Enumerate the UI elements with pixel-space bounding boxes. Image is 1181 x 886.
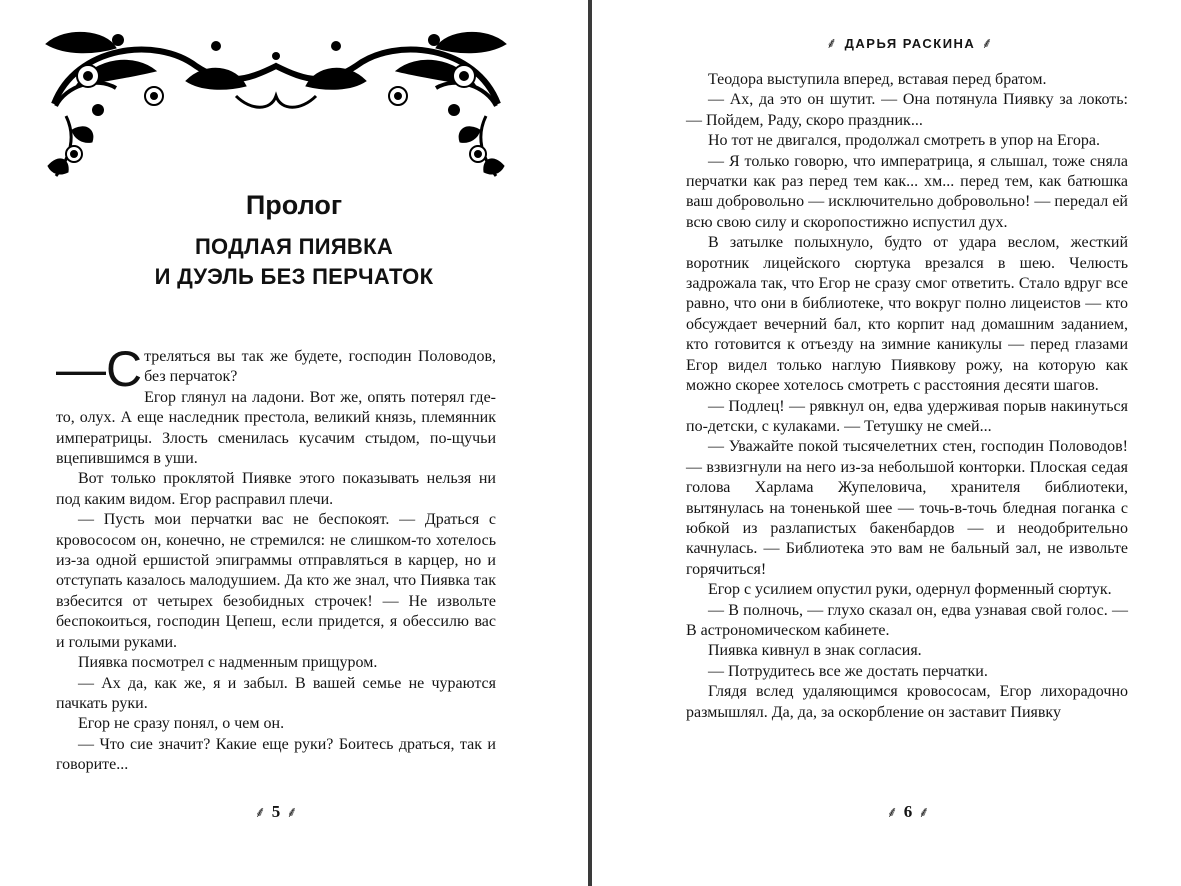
subtitle-line-2: И ДУЭЛЬ БЕЗ ПЕРЧАТОК <box>154 264 434 289</box>
chapter-title: Пролог <box>245 190 343 220</box>
page-number-left <box>236 802 316 822</box>
paragraph: Теодора выступила вперед, вставая перед братом. <box>708 71 1047 88</box>
page-number: 5 <box>271 802 281 821</box>
flourish-icon: ⸙ <box>286 803 298 821</box>
paragraph: Егор не сразу понял, о чем он. <box>78 715 285 733</box>
paragraph: Глядя вслед удаляющимся кровососам, Егор лихорадочно размышлял. Да, да, за оскорбление он заставит Пиявку <box>686 683 1128 721</box>
opening-paragraph <box>56 341 496 397</box>
left-page-body <box>56 341 496 776</box>
flourish-icon: ⸙ <box>886 803 898 821</box>
paragraph: Пиявка посмотрел с надменным прищуром. <box>78 654 378 672</box>
paragraph: — Ах, да это он шутит. — Она потянула Пиявку за локоть: — Пойдем, Раду, скоро праздник... <box>686 91 1128 129</box>
flourish-icon: ⸙ <box>918 803 930 821</box>
opening-paragraph-text: треляться вы так же будете, господин Половодов, без перчаток? <box>144 348 496 386</box>
flourish-icon: ⸙ <box>981 34 995 52</box>
paragraph: Егор глянул на ладони. Вот же, опять потерял где-то, олух. А еще наследник престола, великий князь, племянник императрицы. Злость сменилась кусачим стыдом, по-щучьи вцепившимся в уши. <box>56 388 496 468</box>
paragraph: Но тот не двигался, продолжал смотреть в упор на Егора. <box>708 132 1100 150</box>
drop-cap: —С <box>56 341 143 397</box>
paragraph: Пиявка кивнул в знак согласия. <box>708 642 922 660</box>
subtitle-line-1: ПОДЛАЯ ПИЯВКА <box>194 234 394 259</box>
paragraph: — Я только говорю, что императрица, я слышал, тоже сняла перчатки как раз перед тем как... хм... перед тем, как батюшка ваш добровольно — исключительно добровольно! — передал ей всю свою силу и скоропостижно испустил дух. <box>686 152 1128 231</box>
paragraph: — Уважайте покой тысячелетних стен, господин Половодов! — взвизгнули на него из-за небольшой конторки. Плоская седая голова Харлама Жупеловича, хранителя библиотеки, вытянулась на тоненькой шее — точь-в-точь бледная поганка с юбкой из разлапистых бакенбардов — и неодобрительно качнулась. — Библиотека это вам не бальный зал, не извольте горячиться! <box>686 438 1128 578</box>
page-number: 6 <box>903 802 913 821</box>
paragraph: Вот только проклятой Пиявке этого показывать нельзя ни под каким видом. Егор расправил плечи. <box>56 470 496 508</box>
paragraph: — Потрудитесь все же достать перчатки. <box>708 662 988 680</box>
page-number-right <box>868 802 948 822</box>
paragraph: В затылке полыхнуло, будто от удара веслом, жесткий воротник лицейского сюртука врезался в шею. Челюсть задрожала так, что Егор не сразу смог ответить. Стало вдруг все равно, что они в библиотеке, что вокруг полно лицеистов — кто обсуждает вечерний бал, кто корпит над домашним заданием, кто готовится к отъезду на зимние каникулы — перед глазами Егор видел только наглую Пиявкову рожу, на которую как можно скорее хотелось смотреть с расстояния десяти шагов. <box>686 234 1128 395</box>
flourish-icon: ⸙ <box>825 34 839 52</box>
right-page-body <box>686 70 1128 723</box>
paragraph: — Пусть мои перчатки вас не беспокоят. — Драться с кровососом он, конечно, не стремился: не слишком-то хотелось из-за одной ершистой эпиграммы отправляться в карцер, но и отступать казалось малодушием. Да кто же знал, что Пиявка так взбесится от четырех безобидных строчек! — Не извольте беспокоиться, господин Цепеш, если придется, я обессилю вас и голыми руками. <box>56 511 496 651</box>
running-head-text: ДАРЬЯ РАСКИНА <box>844 36 976 51</box>
running-head <box>780 33 1040 53</box>
left-page <box>0 0 588 886</box>
chapter-subtitle <box>0 232 588 292</box>
paragraph: — Что сие значит? Какие еще руки? Боитесь драться, так и говорите... <box>56 735 496 774</box>
floral-ornament <box>36 26 516 188</box>
paragraph: — Ах да, как же, я и забыл. В вашей семье не чураются пачкать руки. <box>56 674 496 712</box>
flourish-icon: ⸙ <box>254 803 266 821</box>
paragraph: Егор с усилием опустил руки, одернул форменный сюртук. <box>708 581 1112 599</box>
paragraph: — В полночь, — глухо сказал он, едва узнавая свой голос. — В астрономическом кабинете. <box>686 601 1128 639</box>
paragraph: — Подлец! — рявкнул он, едва удерживая порыв накинуться по-детски, с кулаками. — Тетушку не смей... <box>686 397 1128 435</box>
